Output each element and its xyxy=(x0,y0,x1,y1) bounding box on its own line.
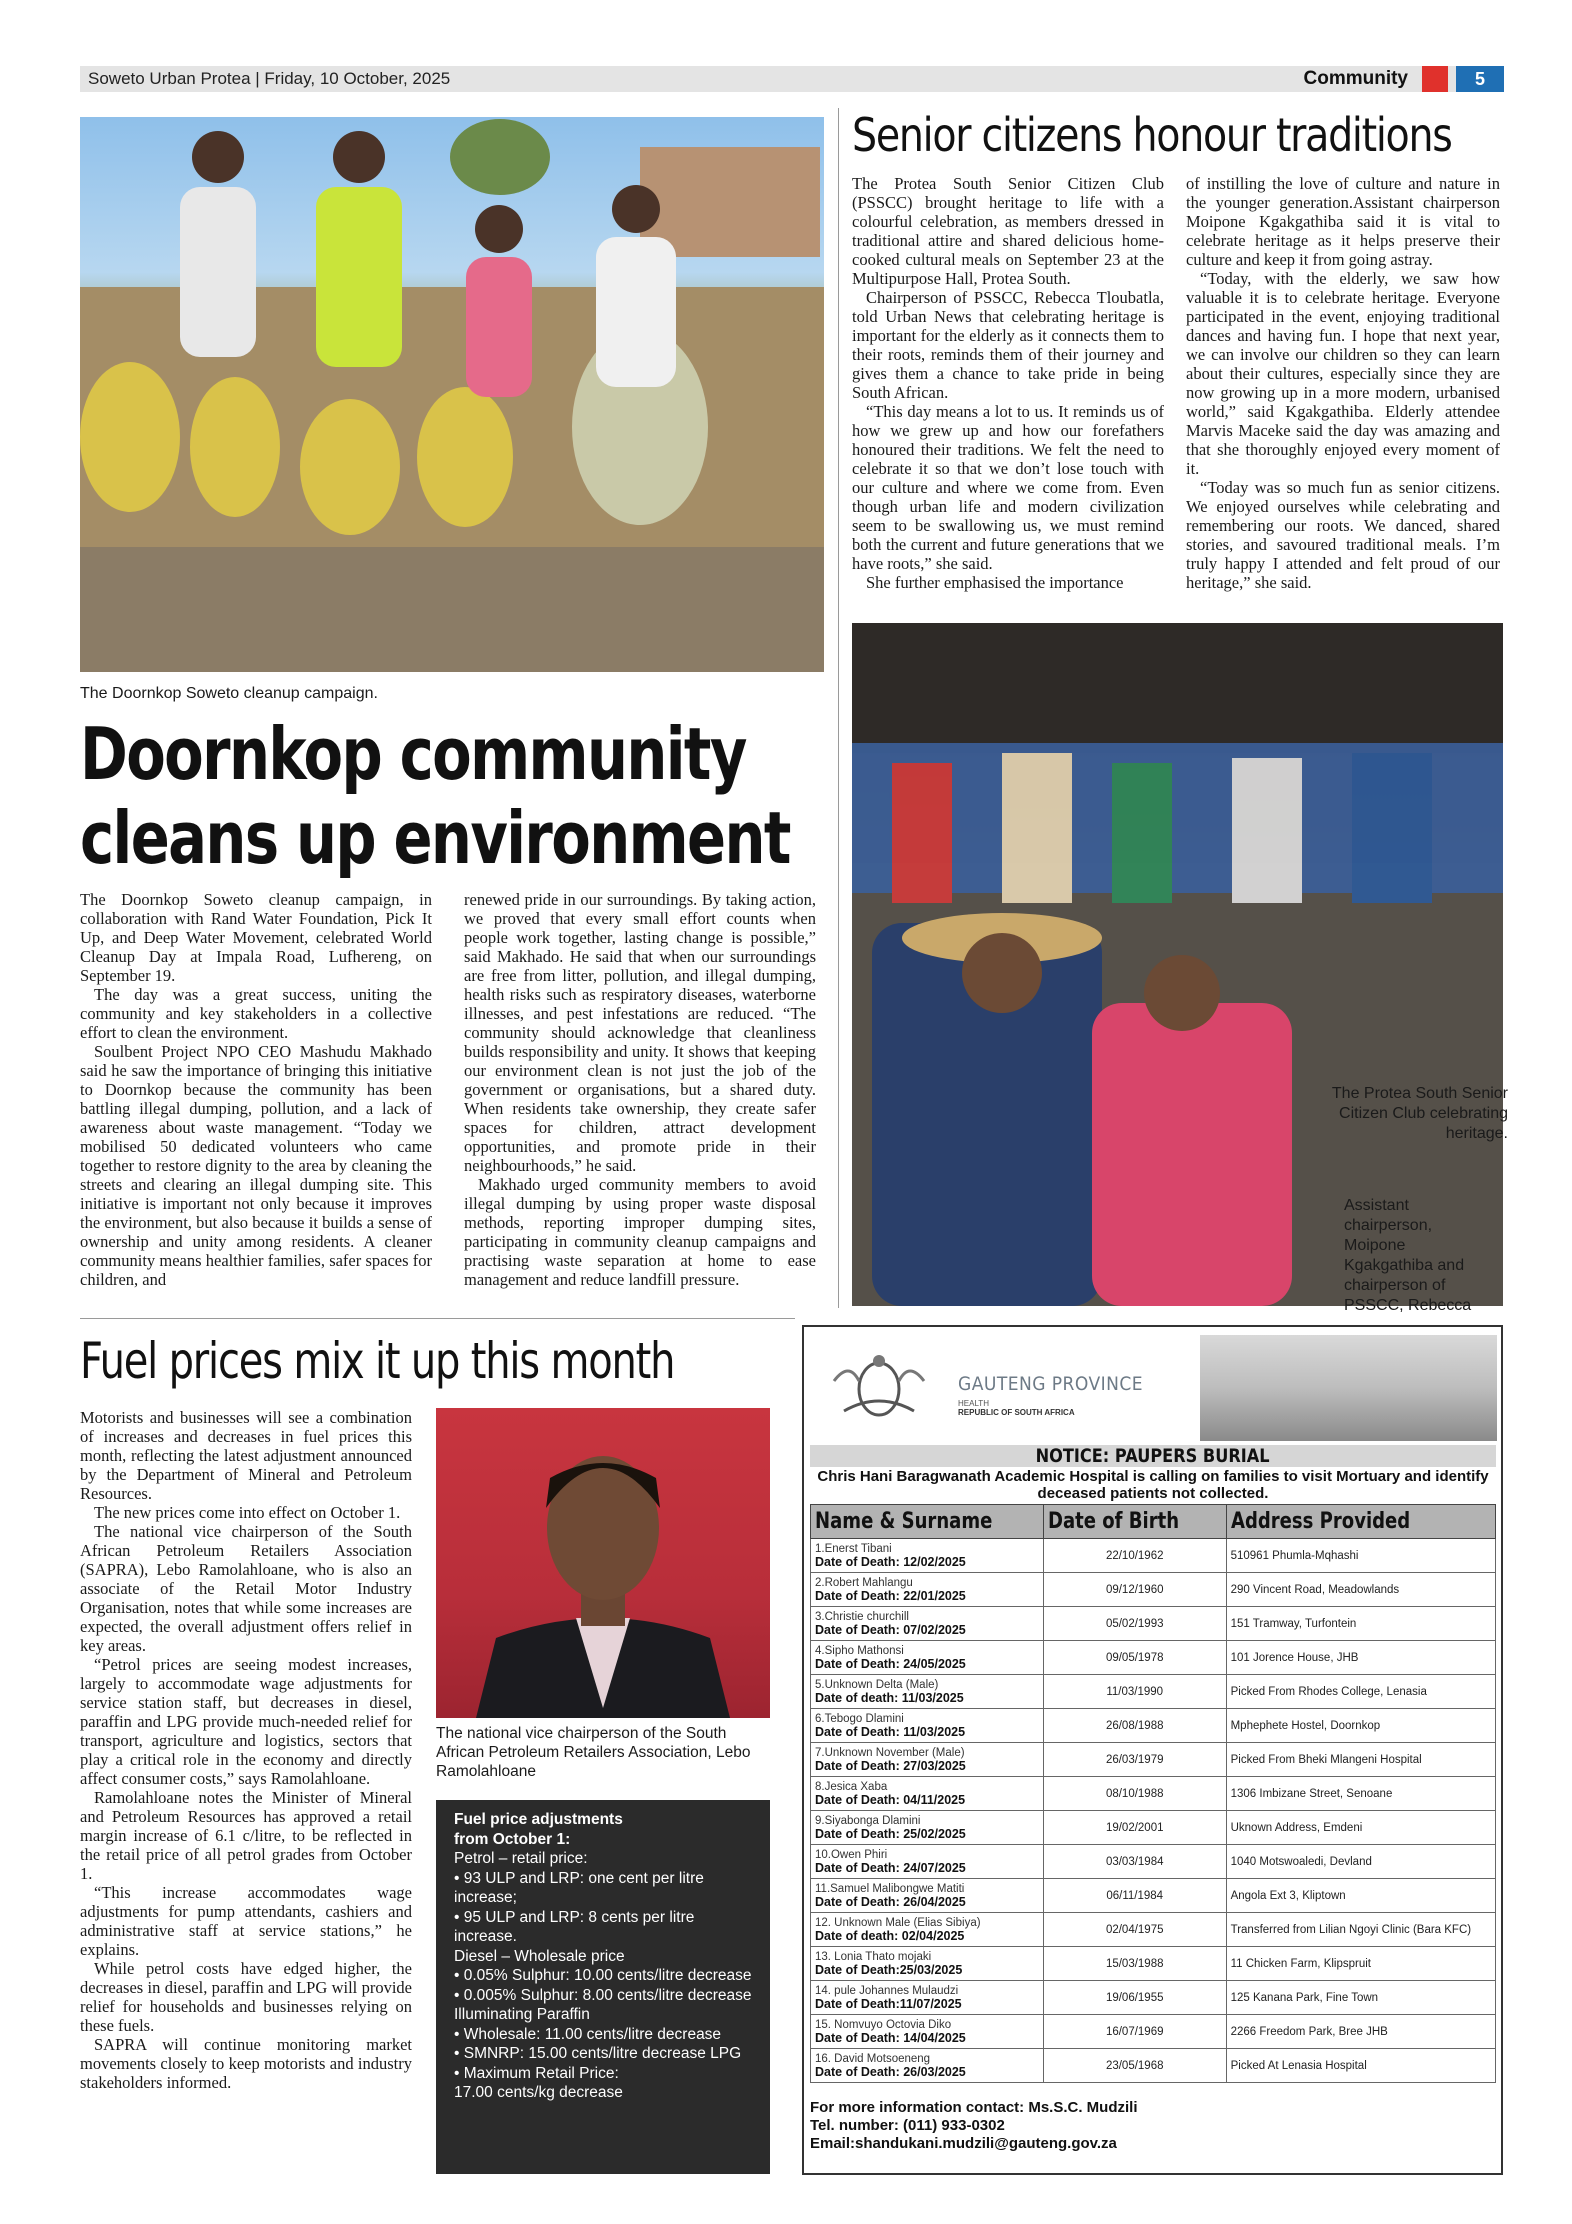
address-provided: Picked At Lenasia Hospital xyxy=(1226,2049,1495,2083)
fuel-headline: Fuel prices mix it up this month xyxy=(80,1332,675,1390)
cleanup-paragraph: renewed pride in our surroundings. By taking action, we proved that every small effort counts when people work together, lasting change is possible,” said Makhado. He said that when our surroundings are free from litter, pollution, and illegal dumping, health risks such as respiratory diseases, waterborne illnesses, and pest infestations are reduced. “The community should acknowledge that cleanliness builds responsibility and unity. It shows that keeping our environment clean is not just the job of the government or organisations, but a shared duty. When residents take ownership, they create safer spaces for children, attract development opportunities, and promote pride in their neighbourhoods,” he said. xyxy=(464,890,816,1175)
notice-subtitle: Chris Hani Baragwanath Academic Hospital is calling on families to visit Mortuary and identify deceased patients not collected. xyxy=(817,1468,1489,1502)
table-body xyxy=(811,1539,1496,2083)
table-row xyxy=(811,1879,1496,1913)
senior-paragraph: “Today, with the elderly, we saw how valuable it is to celebrate heritage. Everyone participated in the event, enjoying traditional dances and having fun. I hope that next year, we can involve our children so they can learn about their cultures, especially since they are now growing up in a more modern, urbanised world,” said Kgakgathiba. Elderly attendee Marvis Maceke said the day was amazing and that she thoroughly enjoyed every moment of it. xyxy=(1186,269,1500,478)
address-provided: Picked From Bheki Mlangeni Hospital xyxy=(1226,1743,1495,1777)
date-of-death: Date of Death: 12/02/2025 xyxy=(815,1554,966,1569)
senior-paragraph: Chairperson of PSSCC, Rebecca Tloubatla, told Urban News that celebrating heritage is important for the elderly as it connects them to their roots, reminds them of their journey and gives them a chance to take pride in being South African. xyxy=(852,288,1164,402)
column-header-name: Name & Surname xyxy=(811,1505,1044,1539)
address-provided: Mphephete Hostel, Doornkop xyxy=(1226,1709,1495,1743)
date-of-death: Date of Death: 11/03/2025 xyxy=(815,1724,966,1739)
portrait-photo-caption: The national vice chairperson of the South African Petroleum Retailers Association, Lebo Ramolahloane xyxy=(436,1725,751,1780)
publication-line: Soweto Urban Protea | Friday, 10 October, 2025 xyxy=(88,69,451,88)
cleanup-headline-line2: cleans up environment xyxy=(80,796,790,880)
fuel-box-line: 17.00 cents/kg decrease xyxy=(454,2084,623,2101)
fuel-body xyxy=(80,1408,412,2092)
contact-email: Email:shandukani.mudzili@gauteng.gov.za xyxy=(810,2135,1117,2152)
deceased-name: 7.Unknown November (Male) xyxy=(815,1746,965,1759)
date-of-death: Date of death: 11/03/2025 xyxy=(815,1690,964,1705)
coat-of-arms-icon xyxy=(824,1351,934,1421)
fuel-paragraph: The new prices come into effect on October 1. xyxy=(94,1503,401,1522)
deceased-name: 14. pule Johannes Mulaudzi xyxy=(815,1984,959,1997)
address-provided: 125 Kanana Park, Fine Town xyxy=(1226,1981,1495,2015)
deceased-name: 12. Unknown Male (Elias Sibiya) xyxy=(815,1916,981,1929)
notice-banner-text: NOTICE: PAUPERS BURIAL xyxy=(1036,1445,1270,1467)
date-of-birth: 09/12/1960 xyxy=(1043,1573,1226,1607)
address-provided: Transferred from Lilian Ngoyi Clinic (Bara KFC) xyxy=(1226,1913,1495,1947)
deceased-name-cell xyxy=(811,1947,1044,1981)
table-row xyxy=(811,1607,1496,1641)
address-provided: 510961 Phumla-Mqhashi xyxy=(1226,1539,1495,1573)
address-provided: Uknown Address, Emdeni xyxy=(1226,1811,1495,1845)
deceased-name: 11.Samuel Malibongwe Matiti xyxy=(815,1882,965,1895)
logo-department: HEALTH xyxy=(958,1399,989,1408)
deceased-name: 4.Sipho Mathonsi xyxy=(815,1644,904,1657)
deceased-name: 6.Tebogo Dlamini xyxy=(815,1712,904,1725)
senior-headline: Senior citizens honour traditions xyxy=(852,108,1452,162)
date-of-death: Date of Death:11/07/2025 xyxy=(815,1996,962,2011)
senior-paragraph: She further emphasised the importance xyxy=(866,573,1124,592)
date-of-death: Date of Death: 26/04/2025 xyxy=(815,1894,966,1909)
table-row xyxy=(811,1573,1496,1607)
deceased-name-cell xyxy=(811,1709,1044,1743)
fuel-paragraph: Ramolahloane notes the Minister of Mineral and Petroleum Resources has approved a retail margin increase of 6.1 c/litre, to be reflected in the retail price of all petrol grades from October 1. xyxy=(80,1788,412,1883)
cleanup-body-col1 xyxy=(80,890,432,1289)
address-provided: 1040 Motswoaledi, Devland xyxy=(1226,1845,1495,1879)
page-header xyxy=(80,66,1504,92)
date-of-birth: 26/03/1979 xyxy=(1043,1743,1226,1777)
cleanup-headline-line1: Doornkop community xyxy=(80,712,746,796)
contact-person: For more information contact: Ms.S.C. Mudzili xyxy=(810,2099,1138,2116)
notice-banner xyxy=(810,1445,1496,1467)
section-label: Community xyxy=(1303,68,1408,89)
address-provided: 101 Jorence House, JHB xyxy=(1226,1641,1495,1675)
logo-title: GAUTENG PROVINCE xyxy=(958,1373,1144,1395)
table-header-row xyxy=(811,1505,1496,1539)
senior-paragraph: of instilling the love of culture and nature in the younger generation.Assistant chairperson Moipone Kgakgathiba said it is vital to celebrate heritage as it helps preserve their culture and keep it from going astray. xyxy=(1186,174,1500,269)
fuel-paragraph: “Petrol prices are seeing modest increases, largely to accommodate wage adjustments for service station staff, but decreases in diesel, paraffin and LPG provide much-needed relief for transport, agriculture and logistics, sectors that play a critical role in the economy and directly affect consumer costs,” says Ramolahloane. xyxy=(80,1655,412,1788)
table-row xyxy=(811,1641,1496,1675)
address-provided: 1306 Imbizane Street, Senoane xyxy=(1226,1777,1495,1811)
senior-paragraph: “This day means a lot to us. It reminds us of how we grew up and how our forefathers honoured their traditions. We felt the need to celebrate it so that we don’t lose touch with our culture and where we come from. Even though urban life and modern civilization seem to be swallowing us, we must remind both the current and future generations that we have roots,” she said. xyxy=(852,402,1164,573)
hospital-photo xyxy=(1200,1335,1497,1441)
cleanup-headline xyxy=(80,712,790,880)
table-row xyxy=(811,2049,1496,2083)
date-of-death: Date of Death: 24/07/2025 xyxy=(815,1860,966,1875)
cleanup-photo-art xyxy=(80,117,824,672)
deceased-name-cell xyxy=(811,1879,1044,1913)
senior-photo-caption-2: Assistant chairperson, Moipone Kgakgathiba and chairperson of PSSCC, Rebecca xyxy=(1344,1197,1472,1314)
fuel-paragraph: Motorists and businesses will see a combination of increases and decreases in fuel prices this month, reflecting the latest adjustment announced by the Department of Mineral and Petroleum Resources. xyxy=(80,1408,412,1503)
date-of-death: Date of Death: 22/01/2025 xyxy=(815,1588,966,1603)
address-provided: 11 Chicken Farm, Klipspruit xyxy=(1226,1947,1495,1981)
table-row xyxy=(811,2015,1496,2049)
deceased-name-cell xyxy=(811,1777,1044,1811)
cleanup-paragraph: Makhado urged community members to avoid illegal dumping by using proper waste disposal methods, reporting improper dumping sites, participating in community cleanup campaigns and practising waste separation at home to ease management and reduce landfill pressure. xyxy=(464,1175,816,1289)
date-of-birth: 22/10/1962 xyxy=(1043,1539,1226,1573)
deceased-table xyxy=(810,1504,1496,2083)
cleanup-paragraph: The Doornkop Soweto cleanup campaign, in collaboration with Rand Water Foundation, Pick It Up, and Deep Water Movement, celebrated World Cleanup Day at Impala Road, Lufhereng, on September 19. xyxy=(80,890,432,985)
date-of-birth: 02/04/1975 xyxy=(1043,1913,1226,1947)
fuel-box-title: Fuel price adjustments xyxy=(454,1811,623,1828)
gauteng-logo xyxy=(818,1337,1188,1437)
cleanup-body-col2 xyxy=(464,890,816,1289)
date-of-death: Date of Death: 14/04/2025 xyxy=(815,2030,966,2045)
table-row xyxy=(811,1913,1496,1947)
contact-phone: Tel. number: (011) 933-0302 xyxy=(810,2117,1005,2134)
address-provided: Angola Ext 3, Kliptown xyxy=(1226,1879,1495,1913)
date-of-birth: 19/06/1955 xyxy=(1043,1981,1226,2015)
page-number: 5 xyxy=(1456,66,1504,92)
deceased-name: 9.Siyabonga Dlamini xyxy=(815,1814,921,1827)
cleanup-paragraph: Soulbent Project NPO CEO Mashudu Makhado said he saw the importance of bringing this initiative to Doornkop because the community has been battling illegal dumping, pollution, and a lack of awareness about waste management. “Today we mobilised 50 dedicated volunteers who came together to restore dignity to the area by cleaning the streets and clearing an illegal dumping site. This initiative is important not only because it improves the environment, but also because it builds a sense of ownership and unity among residents. A cleaner community means healthier families, safer spaces for children, and xyxy=(80,1042,432,1289)
table-row xyxy=(811,1743,1496,1777)
deceased-name: 16. David Motsoeneng xyxy=(815,2052,931,2065)
date-of-birth: 06/11/1984 xyxy=(1043,1879,1226,1913)
notice-contact xyxy=(810,2099,1496,2153)
date-of-birth: 23/05/1968 xyxy=(1043,2049,1226,2083)
deceased-name-cell xyxy=(811,2015,1044,2049)
date-of-birth: 11/03/1990 xyxy=(1043,1675,1226,1709)
deceased-name-cell xyxy=(811,1539,1044,1573)
date-of-birth: 03/03/1984 xyxy=(1043,1845,1226,1879)
fuel-box-line: Petrol – retail price: xyxy=(454,1850,588,1867)
fuel-box-line: • 0.05% Sulphur: 10.00 cents/litre decrease xyxy=(454,1967,752,1984)
table-row xyxy=(811,1539,1496,1573)
fuel-price-box xyxy=(436,1800,770,2174)
senior-paragraph: “Today was so much fun as senior citizens. We enjoyed ourselves while celebrating and remembering our roots. We danced, shared stories, and savoured traditional meals. I’m truly happy I attended and felt proud of our heritage,” she said. xyxy=(1186,478,1500,592)
fuel-box-title: from October 1: xyxy=(454,1830,571,1848)
deceased-name: 1.Enerst Tibani xyxy=(815,1542,892,1555)
date-of-death: Date of Death: 04/11/2025 xyxy=(815,1792,966,1807)
senior-paragraph: The Protea South Senior Citizen Club (PSSCC) brought heritage to life with a colourful celebration, as members dressed in traditional attire and shared delicious home-cooked cultural meals on September 23 at the Multipurpose Hall, Protea South. xyxy=(852,174,1164,288)
date-of-birth: 26/08/1988 xyxy=(1043,1709,1226,1743)
table-row xyxy=(811,1709,1496,1743)
deceased-name: 2.Robert Mahlangu xyxy=(815,1576,913,1589)
date-of-death: Date of Death: 07/02/2025 xyxy=(815,1622,966,1637)
fuel-paragraph: While petrol costs have edged higher, the decreases in diesel, paraffin and LPG will provide relief for households and businesses relying on these fuels. xyxy=(80,1959,412,2035)
fuel-box-line: Illuminating Paraffin xyxy=(454,2006,590,2023)
date-of-birth: 19/02/2001 xyxy=(1043,1811,1226,1845)
deceased-name: 15. Nomvuyo Octovia Diko xyxy=(815,2018,952,2031)
fuel-paragraph: The national vice chairperson of the South African Petroleum Retailers Association (SAPRA), Lebo Ramolahloane, who is also an associate of the Retail Motor Industry Organisation, notes that while some increases are expected, the overall adjustment offers relief in key areas. xyxy=(80,1522,412,1655)
fuel-paragraph: “This increase accommodates wage adjustments for pump attendants, cashiers and administrative staff at service stations,” he explains. xyxy=(80,1883,412,1959)
date-of-birth: 05/02/1993 xyxy=(1043,1607,1226,1641)
deceased-name-cell xyxy=(811,1981,1044,2015)
portrait-photo-art xyxy=(436,1408,770,1718)
deceased-name-cell xyxy=(811,1675,1044,1709)
deceased-name-cell xyxy=(811,1641,1044,1675)
address-provided: 2266 Freedom Park, Bree JHB xyxy=(1226,2015,1495,2049)
fuel-box-line: • 95 ULP and LRP: 8 cents per litre increase. xyxy=(454,1908,695,1945)
senior-body-col2 xyxy=(1186,174,1500,592)
column-header-address: Address Provided xyxy=(1226,1505,1495,1539)
table-row xyxy=(811,1811,1496,1845)
deceased-name: 8.Jesica Xaba xyxy=(815,1780,888,1793)
date-of-death: Date of Death: 26/03/2025 xyxy=(815,2064,966,2079)
address-provided: 290 Vincent Road, Meadowlands xyxy=(1226,1573,1495,1607)
fuel-box-line: • Maximum Retail Price: xyxy=(454,2064,619,2082)
date-of-death: Date of Death: 25/02/2025 xyxy=(815,1826,966,1841)
deceased-name-cell xyxy=(811,1845,1044,1879)
deceased-name-cell xyxy=(811,1913,1044,1947)
portrait-photo xyxy=(436,1408,770,1718)
cleanup-photo xyxy=(80,117,824,672)
fuel-box-line: • Wholesale: 11.00 cents/litre decrease xyxy=(454,2025,722,2043)
deceased-name-cell xyxy=(811,1811,1044,1845)
fuel-box-line: • 93 ULP and LRP: one cent per litre increase; xyxy=(454,1869,704,1906)
paupers-burial-notice xyxy=(802,1325,1503,2175)
deceased-name: 3.Christie churchill xyxy=(815,1610,909,1623)
column-header-dob: Date of Birth xyxy=(1043,1505,1226,1539)
table-row xyxy=(811,1675,1496,1709)
deceased-name: 5.Unknown Delta (Male) xyxy=(815,1678,939,1691)
section-color-block xyxy=(1422,66,1448,92)
table-row xyxy=(811,1777,1496,1811)
date-of-death: Date of Death: 24/05/2025 xyxy=(815,1656,966,1671)
address-provided: Picked From Rhodes College, Lenasia xyxy=(1226,1675,1495,1709)
senior-body-col1 xyxy=(852,174,1164,592)
table-row xyxy=(811,1947,1496,1981)
deceased-name: 10.Owen Phiri xyxy=(815,1848,888,1861)
fuel-box-line: Diesel – Wholesale price xyxy=(454,1947,625,1965)
date-of-birth: 16/07/1969 xyxy=(1043,2015,1226,2049)
deceased-name-cell xyxy=(811,1573,1044,1607)
section-rule xyxy=(80,1318,795,1319)
cleanup-photo-caption: The Doornkop Soweto cleanup campaign. xyxy=(80,685,378,702)
column-rule xyxy=(838,108,839,1308)
address-provided: 151 Tramway, Turfontein xyxy=(1226,1607,1495,1641)
cleanup-paragraph: The day was a great success, uniting the community and key stakeholders in a collective effort to clean the environment. xyxy=(80,985,432,1042)
logo-country: REPUBLIC OF SOUTH AFRICA xyxy=(958,1408,1075,1417)
date-of-death: Date of death: 02/04/2025 xyxy=(815,1928,965,1943)
deceased-name-cell xyxy=(811,1743,1044,1777)
table-row xyxy=(811,1981,1496,2015)
deceased-name: 13. Lonia Thato mojaki xyxy=(815,1950,932,1963)
date-of-birth: 08/10/1988 xyxy=(1043,1777,1226,1811)
fuel-box-line: • 0.005% Sulphur: 8.00 cents/litre decrease xyxy=(454,1986,752,2004)
fuel-box-line: • SMNRP: 15.00 cents/litre decrease LPG xyxy=(454,2045,742,2062)
date-of-death: Date of Death: 27/03/2025 xyxy=(815,1758,966,1773)
date-of-birth: 09/05/1978 xyxy=(1043,1641,1226,1675)
date-of-death: Date of Death:25/03/2025 xyxy=(815,1962,963,1977)
deceased-name-cell xyxy=(811,2049,1044,2083)
fuel-paragraph: SAPRA will continue monitoring market movements closely to keep motorists and industry stakeholders informed. xyxy=(80,2035,412,2092)
deceased-name-cell xyxy=(811,1607,1044,1641)
senior-photo-caption: The Protea South Senior Citizen Club celebrating heritage. xyxy=(1331,1085,1508,1142)
date-of-birth: 15/03/1988 xyxy=(1043,1947,1226,1981)
table-row xyxy=(811,1845,1496,1879)
